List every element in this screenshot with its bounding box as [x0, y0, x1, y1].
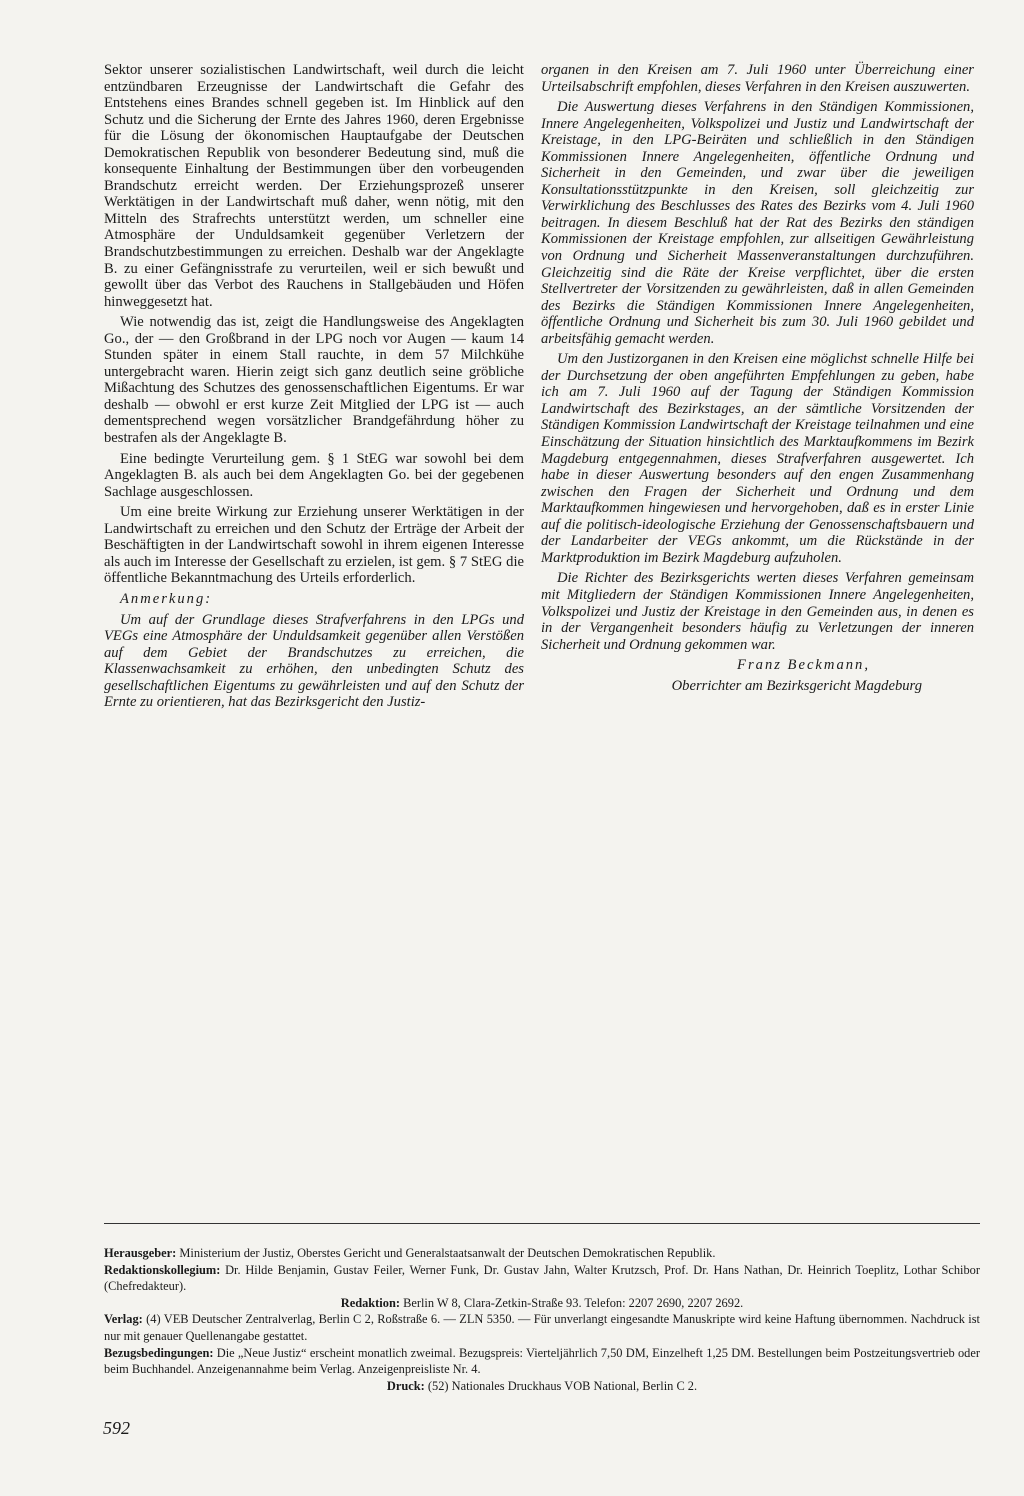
imprint-verlag: [104, 1311, 980, 1344]
imprint-bezugsbedingungen: [104, 1345, 980, 1378]
imprint: [104, 1245, 980, 1394]
redaktionskollegium-text: Dr. Hilde Benjamin, Gustav Feiler, Werner Funk, Dr. Gustav Jahn, Walter Krutzsch, Prof. Dr. Hans Nathan, Dr. Heinrich Toeplitz, Lothar Schibor (Chefredakteur).: [104, 1262, 980, 1294]
page-number: 592: [103, 1418, 130, 1438]
signature-title: Oberrichter am Bezirksgericht Magdeburg: [671, 677, 922, 694]
right-paragraph-3: Um den Justizorganen in den Kreisen eine möglichst schnelle Hilfe bei der Durchsetzung der oben angeführten Empfehlungen zu geben, habe ich am 7. Juli 1960 auf der Tagung der Ständigen Kommission Landwirtschaft des Bezirkstages, an der sämtliche Vorsitzenden der Ständigen Kommission Landwirtschaft der Kreistage teilnahmen und eine Einschätzung der Situation hinsichtlich des Marktaufkommens im Bezirk Magdeburg entgegennahmen, dieses Strafverfahren ausgewertet. Ich habe in dieser Auswertung besonders auf den engen Zusammenhang zwischen den Fragen der Sicherheit und Ordnung und dem Marktaufkommen hingewiesen und hervorgehoben, daß es in erster Linie auf die politisch-ideologische Erziehung der Genossenschaftsbauern und der Landarbeiter der VEGs ankommt, um die Rückstände in der Marktproduktion im Bezirk Magdeburg aufzuholen.: [541, 351, 974, 566]
imprint-druck: [104, 1378, 980, 1395]
verlag-text: (4) VEB Deutscher Zentralverlag, Berlin C 2, Roßstraße 6. — ZLN 5350. — Für unverlangt eingesandte Manuskripte wird keine Haftung übernommen. Nachdruck ist nur mit genauer Quellenangabe gestattet.: [104, 1312, 980, 1343]
redaktion-text: Berlin W 8, Clara-Zetkin-Straße 93. Telefon: 2207 2690, 2207 2692.: [403, 1295, 744, 1310]
bezugsbedingungen-text: Die „Neue Justiz“ erscheint monatlich zweimal. Bezugspreis: Vierteljährlich 7,50 DM, Einzelheft 1,25 DM. Bestellungen beim Postzeitungsvertrieb oder beim Buchhandel. Anzeigenannahme beim Verlag. Anzeigenpreisliste Nr. 4.: [104, 1345, 980, 1377]
left-paragraph-3: Eine bedingte Verurteilung gem. § 1 StEG war sowohl bei dem Angeklagten B. als auch bei dem Angeklagten Go. bei der gegebenen Sachlage ausgeschlossen.: [104, 450, 524, 500]
signature-name: [541, 657, 974, 674]
verlag-label: Verlag:: [104, 1312, 143, 1327]
signature-name-text: Franz Beckmann,: [737, 657, 870, 674]
right-paragraph-1: organen in den Kreisen am 7. Juli 1960 unter Überreichung einer Urteilsabschrift empfohlen, dieses Verfahren in den Kreisen auszuwerten.: [541, 62, 974, 95]
anmerkung-text: Um auf der Grundlage dieses Strafverfahrens in den LPGs und VEGs eine Atmosphäre der Unduldsamkeit gegenüber allen Verstößen auf dem Gebiet der Brandschutzes zu erreichen, die Klassenwachsamkeit zu erhöhen, den unbedingten Schutz des gesellschaftlichen Eigentums zu gewährleisten und auf den Schutz der Ernte zu orientieren, hat das Bezirksgericht den Justiz-: [104, 611, 524, 711]
right-column: [541, 62, 974, 698]
left-column: [104, 62, 524, 715]
herausgeber-label: Herausgeber:: [104, 1246, 177, 1260]
left-paragraph-4: Um eine breite Wirkung zur Erziehung unserer Werktätigen in der Landwirtschaft zu erreichen und den Schutz der Erträge der Arbeit der Beschäftigten in der Landwirtschaft sowohl in ihrem eigenen Interesse als auch im Interesse der Gesellschaft zu erzielen, ist gem. § 7 StEG die öffentliche Bekanntmachung des Urteils erforderlich.: [104, 504, 524, 587]
druck-label: Druck:: [386, 1378, 425, 1393]
anmerkung-heading: Anmerkung:: [120, 590, 213, 607]
herausgeber-text: Ministerium der Justiz, Oberstes Gericht und Generalstaatsanwalt der Deutschen Demokratischen Republik.: [179, 1246, 716, 1260]
right-paragraph-4: Die Richter des Bezirksgerichts werten dieses Verfahren gemeinsam mit Mitgliedern der Ständigen Kommissionen Innere Angelegenheiten, Volkspolizei und Justiz der Kreistage in den Gemeinden aus, in denen es in der Vergangenheit besonders häufig zu Verletzungen der inneren Sicherheit und Ordnung gekommen war.: [541, 570, 974, 653]
imprint-herausgeber: [104, 1245, 980, 1262]
left-paragraph-2: Wie notwendig das ist, zeigt die Handlungsweise des Angeklagten Go., der — den Großbrand in der LPG noch vor Augen — kaum 14 Stunden später in einem Stall rauchte, in dem 57 Milchkühe untergebracht waren. Hierin zeigt sich ganz deutlich seine gröbliche Mißachtung des Schutzes des genossenschaftlichen Eigentums. Er war deshalb — obwohl er erst kurze Zeit Mitglied der LPG ist — auch dementsprechend wegen vorsätzlicher Brandgefährdung höher zu bestrafen als der Angeklagte B.: [104, 314, 524, 447]
imprint-redaktion: [104, 1295, 980, 1312]
left-paragraph-1: Sektor unserer sozialistischen Landwirtschaft, weil durch die leicht entzündbaren Erzeugnisse der Landwirtschaft die Gefahr des Entstehens eines Brandes schnell gegeben ist. Im Hinblick auf den Schutz und die Sicherung der Ernte des Jahres 1960, deren Ergebnisse für die Lösung der ökonomischen Hauptaufgabe der Deutschen Demokratischen Republik von besonderer Bedeutung sind, muß die konsequente Einhaltung der Bestimmungen über den vorbeugenden Brandschutz erreicht werden. Der Erziehungsprozeß unserer Werktätigen in der Landwirtschaft muß daher, wenn nötig, mit den Mitteln des Strafrechts unterstützt werden, um schneller eine Atmosphäre der Unduldsamkeit gegenüber Verletzern der Brandschutzbestimmungen zu erreichen. Deshalb war der Angeklagte B. zu einer Gefängnisstrafe zu verurteilen, weil er sich bewußt und gewollt über das Verbot des Rauchens in Stallgebäuden und Höfen hinweggesetzt hat.: [104, 62, 524, 310]
imprint-divider: [104, 1223, 980, 1224]
druck-text: (52) Nationales Druckhaus VOB National, Berlin C 2.: [427, 1378, 698, 1393]
redaktionskollegium-label: Redaktionskollegium:: [104, 1262, 221, 1277]
right-paragraph-2: Die Auswertung dieses Verfahrens in den Ständigen Kommissionen, Innere Angelegenheiten, Volkspolizei und Justiz und Landwirtschaft der Kreistage, in den LPG-Beiräten und schließlich in den Ständigen Kommissionen Innere Angelegenheiten, öffentliche Ordnung und Sicherheit in den Gemeinden, und zwar über die jeweiligen Konsultationsstützpunkte in den Kreisen, soll gleichzeitig zur Verwirklichung des Beschlusses des Rates des Bezirks vom 4. Juli 1960 beitragen. In diesem Beschluß hat der Rat des Bezirks den ständigen Kommissionen der Kreistage empfohlen, zur allseitigen Gewährleistung von Ordnung und Sicherheit Massenveranstaltungen durchzuführen. Gleichzeitig sind die Räte der Kreise verpflichtet, über die ersten Stellvertreter der Vorsitzenden zu gewährleisten, daß in allen Gemeinden des Bezirks die Ständigen Kommissionen Innere Angelegenheiten, öffentliche Ordnung und Sicherheit bis zum 30. Juli 1960 gebildet und arbeitsfähig gemacht werden.: [541, 99, 974, 347]
redaktion-label: Redaktion:: [340, 1295, 400, 1310]
imprint-redaktionskollegium: [104, 1262, 980, 1295]
bezugsbedingungen-label: Bezugsbedingungen:: [104, 1345, 214, 1360]
